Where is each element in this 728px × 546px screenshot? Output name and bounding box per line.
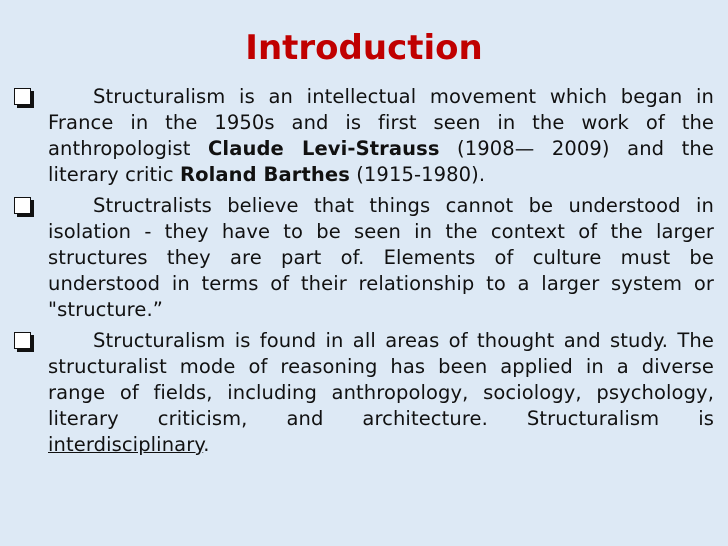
underlined-term: interdisciplinary [48, 433, 204, 456]
bullet-text: Structralists believe that things cannot be understood in isolation - they have to be seen in the context of the larger structures they are part of. Elements of culture must be understood in terms of their relationship to a larger system or "structure.” [48, 194, 714, 321]
bullet-text: Structuralism is found in all areas of thought and study. The structuralist mode of reasoning has been applied in a diverse range of fields, including anthropology, sociology, psychology, literary criticism, and architecture. Structuralism is interdisciplinary. [48, 329, 714, 456]
bullet-text: Structuralism is an intellectual movement which began in France in the 1950s and is first seen in the work of the anthropologist Claude Levi-Strauss (1908— 2009) and the literary critic Roland Barthes (1915-1980). [48, 85, 714, 186]
bullet-item [14, 328, 714, 458]
bullet-list [14, 84, 714, 463]
checkbox-bullet-icon [14, 197, 31, 214]
slide-title: Introduction [245, 28, 483, 68]
checkbox-bullet-icon [14, 88, 31, 105]
person-name: Claude Levi-Strauss [208, 137, 440, 160]
person-name: Roland Barthes [179, 163, 350, 186]
bullet-item [14, 193, 714, 323]
checkbox-bullet-icon [14, 332, 31, 349]
bullet-item [14, 84, 714, 188]
